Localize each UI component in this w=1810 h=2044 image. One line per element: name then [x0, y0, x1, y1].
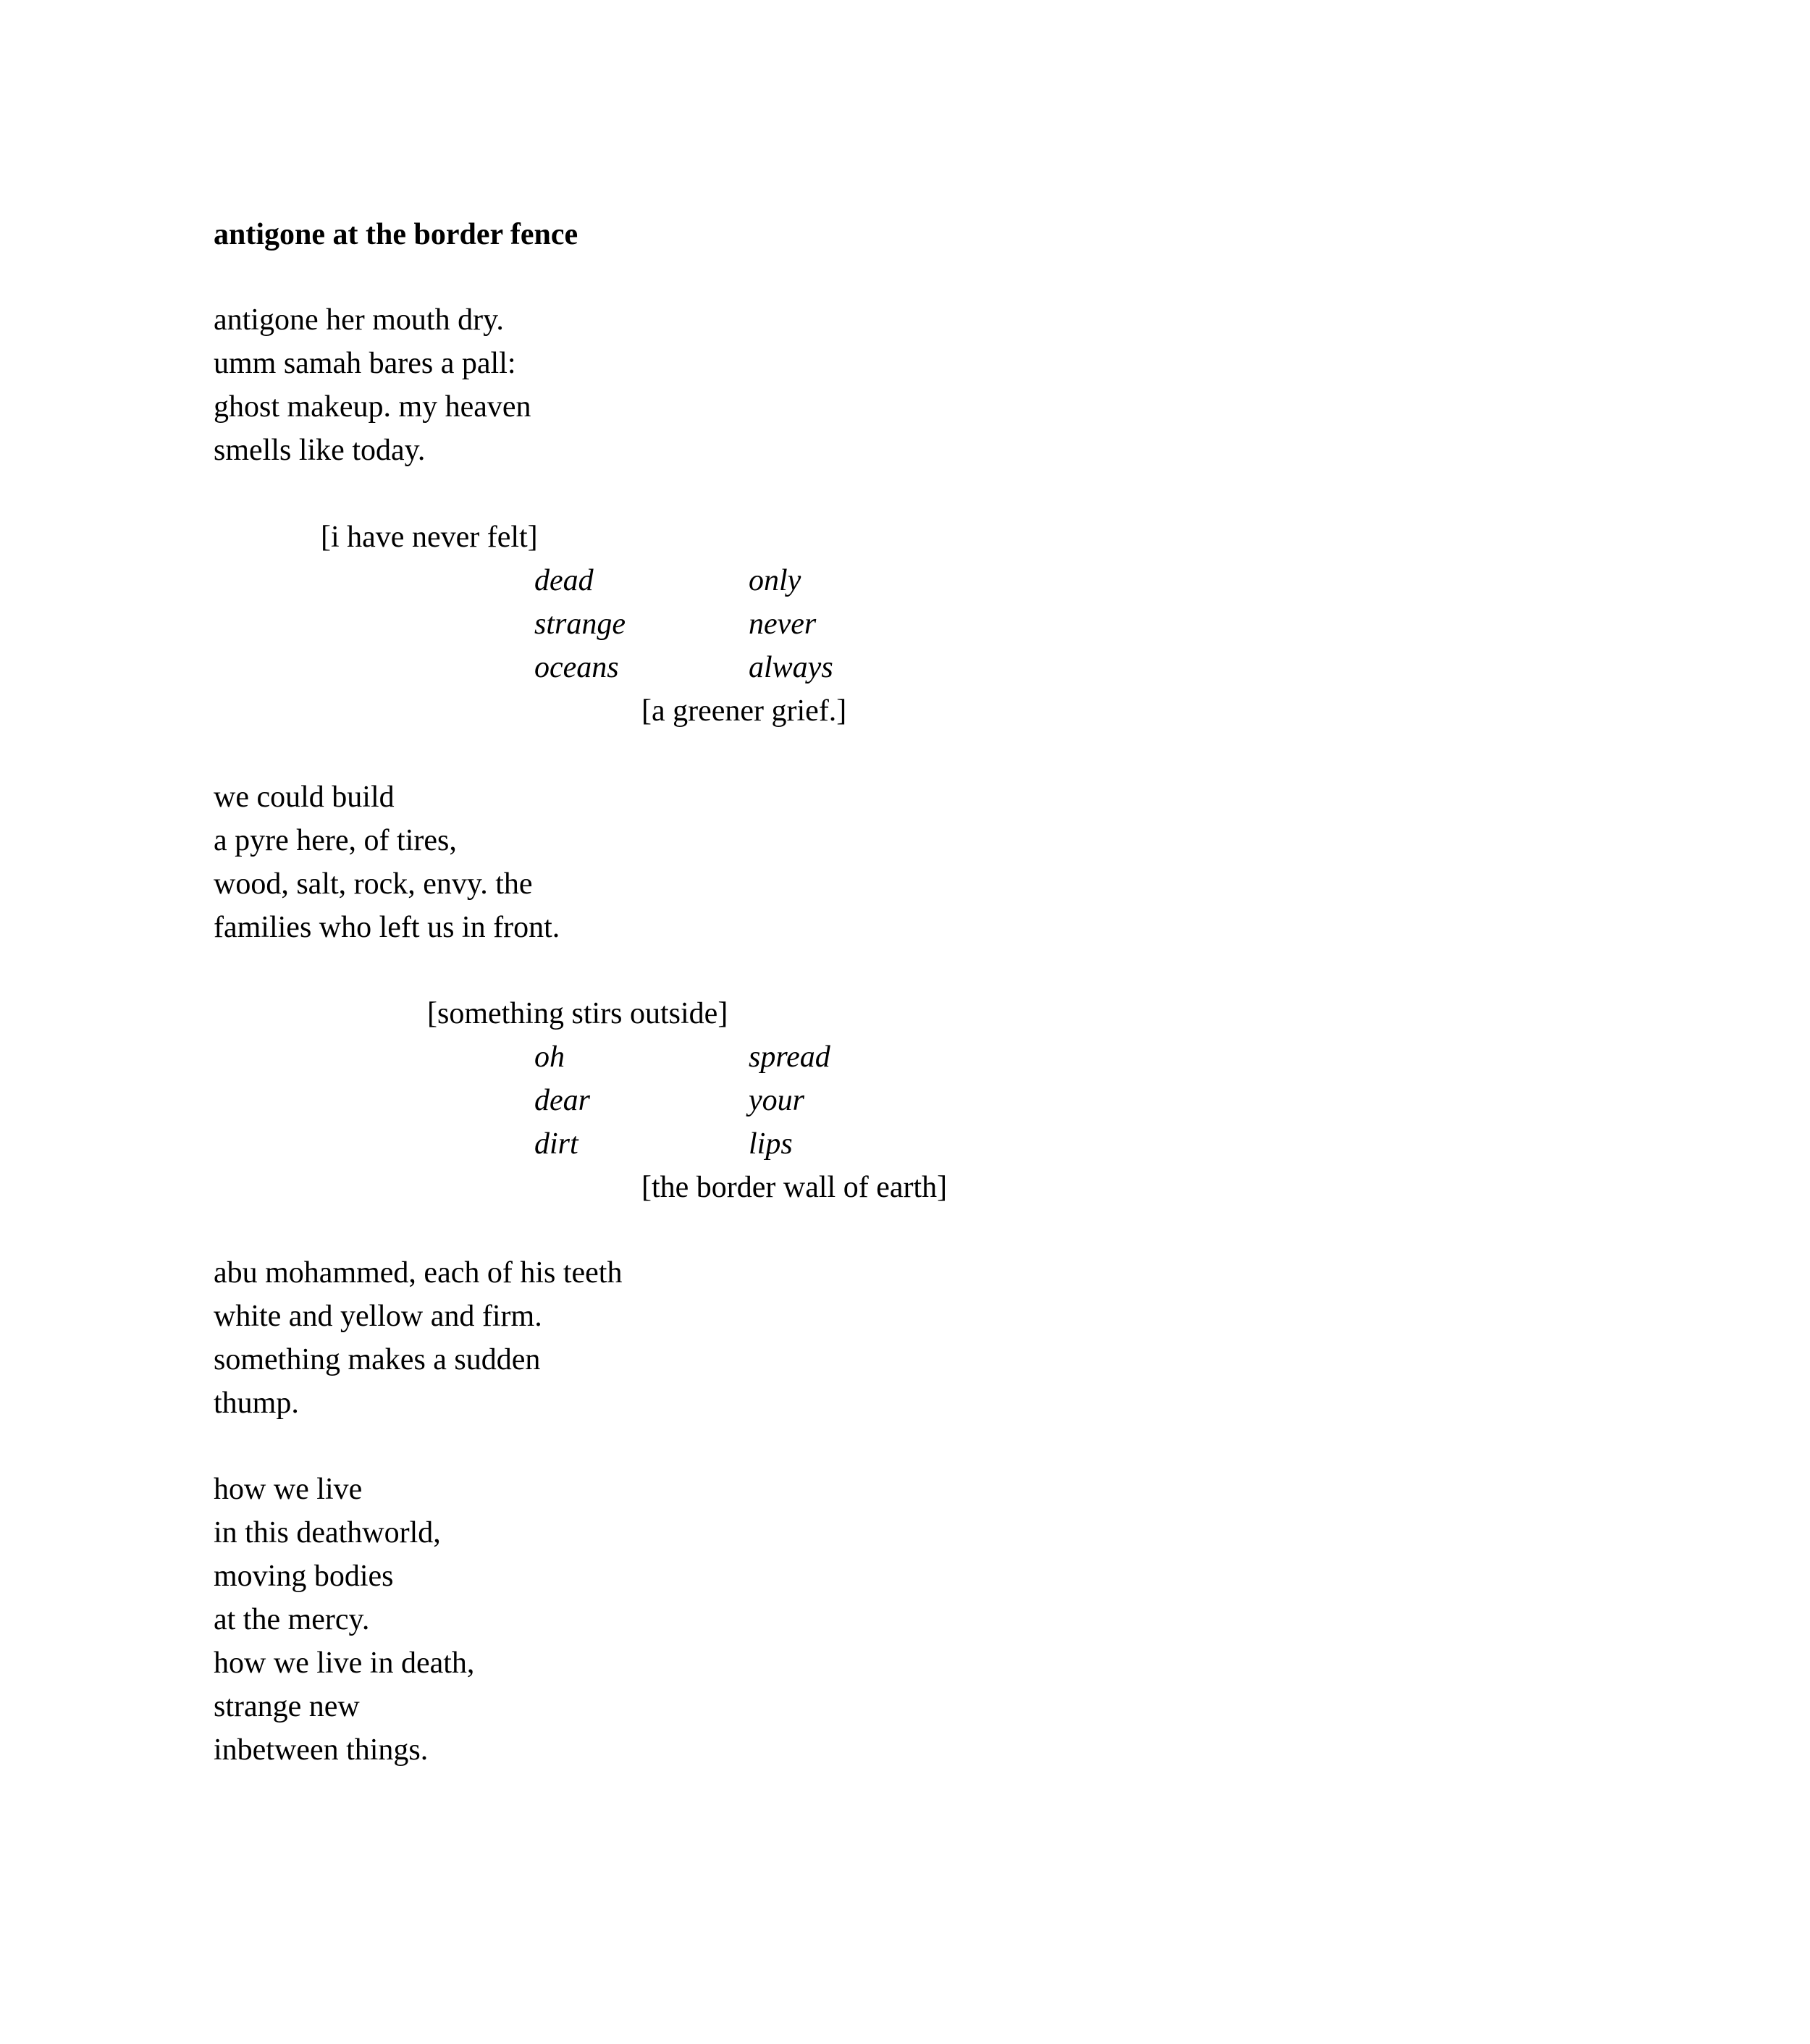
interlude-1-left-word-1: dead [534, 564, 594, 597]
stanza-4-line-6: strange new [214, 1690, 360, 1723]
interlude-1-closing: [a greener grief.] [641, 694, 847, 728]
stanza-3-line-3: something makes a sudden [214, 1343, 541, 1376]
stanza-4-line-4: at the mercy. [214, 1603, 370, 1636]
stanza-4-line-2: in this deathworld, [214, 1516, 441, 1549]
poem-title: antigone at the border fence [214, 218, 578, 251]
stanza-2-line-4: families who left us in front. [214, 911, 560, 944]
stanza-1-line-2: umm samah bares a pall: [214, 347, 516, 380]
stanza-1-line-3: ghost makeup. my heaven [214, 390, 531, 424]
stanza-4-line-3: moving bodies [214, 1560, 394, 1593]
stanza-4-line-5: how we live in death, [214, 1646, 475, 1680]
interlude-2-heading: [something stirs outside] [427, 997, 728, 1030]
stanza-4-line-1: how we live [214, 1473, 363, 1506]
interlude-2-right-word-3: lips [749, 1127, 793, 1161]
stanza-1-line-4: smells like today. [214, 434, 426, 467]
stanza-1-line-1: antigone her mouth dry. [214, 303, 504, 337]
stanza-4-line-7: inbetween things. [214, 1733, 429, 1767]
interlude-1-left-word-3: oceans [534, 651, 619, 684]
interlude-2-right-word-2: your [749, 1084, 804, 1117]
interlude-2-left-word-1: oh [534, 1040, 565, 1074]
stanza-2-line-3: wood, salt, rock, envy. the [214, 867, 533, 901]
interlude-1-right-word-1: only [749, 564, 801, 597]
interlude-1-heading: [i have never felt] [321, 521, 538, 554]
stanza-3-line-2: white and yellow and firm. [214, 1300, 542, 1333]
interlude-2-right-word-1: spread [749, 1040, 830, 1074]
interlude-2-left-word-2: dear [534, 1084, 590, 1117]
interlude-1-right-word-3: always [749, 651, 833, 684]
interlude-2-left-word-3: dirt [534, 1127, 578, 1161]
interlude-1-right-word-2: never [749, 607, 817, 641]
interlude-1-left-word-2: strange [534, 607, 626, 641]
stanza-2-line-1: we could build [214, 781, 395, 814]
interlude-2-closing: [the border wall of earth] [641, 1171, 948, 1204]
stanza-2-line-2: a pyre here, of tires, [214, 824, 457, 857]
stanza-3-line-1: abu mohammed, each of his teeth [214, 1256, 623, 1290]
stanza-3-line-4: thump. [214, 1387, 299, 1420]
